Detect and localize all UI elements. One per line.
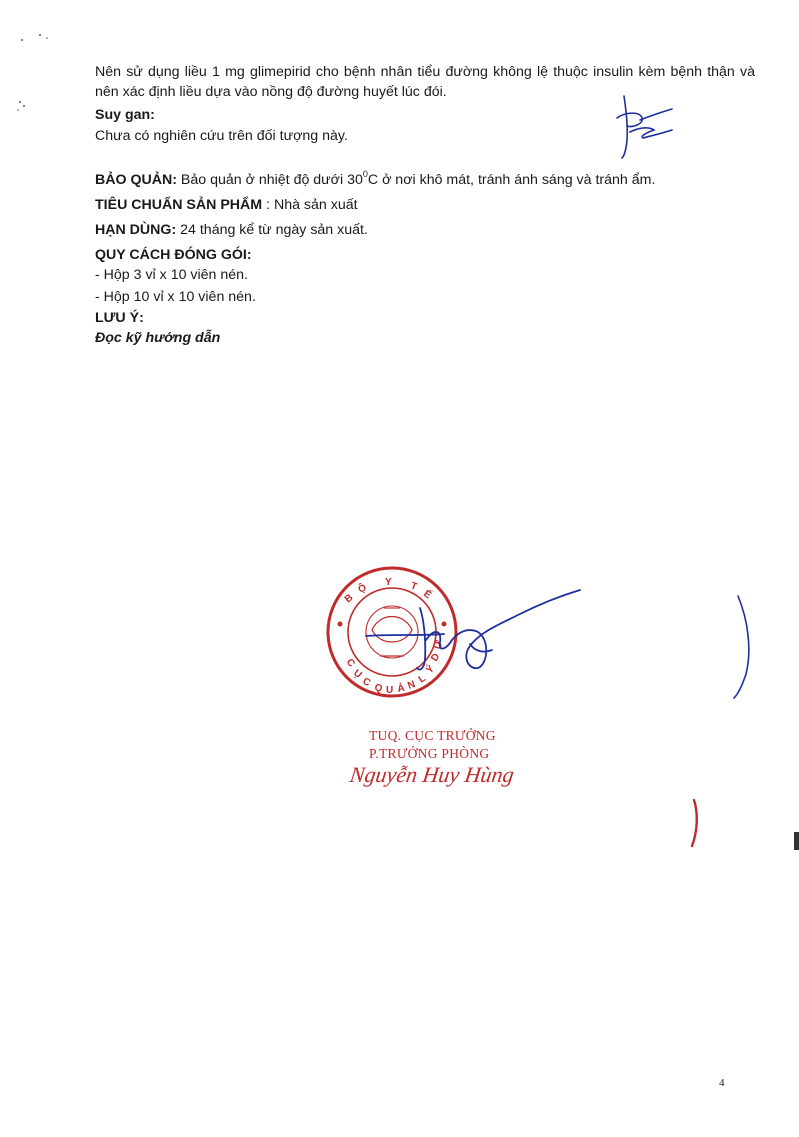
stamp-title-1: TUQ. CỤC TRƯỞNG: [369, 728, 496, 743]
storage-degree: 0: [362, 169, 368, 180]
svg-text:B: B: [342, 592, 356, 606]
svg-text:C: C: [360, 675, 373, 690]
seal-lettering: [343, 577, 446, 696]
standard-text: : Nhà sản xuất: [266, 197, 358, 213]
packaging-item: - Hộp 10 vỉ x 10 viên nén.: [95, 289, 256, 305]
scan-specks: [17, 34, 48, 111]
svg-text:Y: Y: [385, 577, 392, 588]
scan-edge-mark: [794, 832, 799, 850]
standard-label: TIÊU CHUẨN SẢN PHẨM: [95, 197, 263, 213]
expiry-text: 24 tháng kể từ ngày sản xuất.: [180, 222, 368, 238]
svg-text:T: T: [408, 580, 419, 593]
svg-text:C: C: [343, 656, 357, 670]
packaging-label: QUY CÁCH ĐÓNG GÓI:: [95, 247, 252, 263]
svg-text:D: D: [429, 651, 443, 664]
packaging-item: - Hộp 3 vỉ x 10 viên nén.: [95, 267, 248, 283]
storage-text-after: C ở nơi khô mát, tránh ánh sáng và tránh ẩm.: [367, 172, 656, 188]
stamp-title-2: P.TRƯỞNG PHÒNG: [369, 746, 490, 761]
svg-text:Ý: Ý: [424, 663, 437, 677]
note-text: Đọc kỹ hướng dẫn: [95, 330, 221, 346]
svg-text:L: L: [416, 672, 428, 686]
svg-text:Ế: Ế: [421, 588, 434, 602]
svg-text:Q: Q: [373, 682, 384, 695]
initials-mark: [617, 96, 672, 158]
liver-heading: Suy gan:: [95, 107, 155, 123]
svg-text:Ư: Ư: [432, 639, 446, 652]
svg-text:U: U: [386, 685, 394, 696]
expiry-label: HẠN DÙNG:: [95, 222, 177, 238]
svg-text:Ả: Ả: [396, 682, 406, 695]
dosage-note: Nên sử dụng liều 1 mg glimepirid cho bệnh nhân tiểu đường không lệ thuộc insulin kèm bệnh thận và nên xác định liều dựa vào nồng độ đường huyết lúc đói.: [95, 64, 755, 100]
svg-text:Ộ: Ộ: [356, 582, 369, 596]
svg-text:Ụ: Ụ: [351, 667, 364, 681]
liver-text: Chưa có nghiên cứu trên đối tượng này.: [95, 128, 348, 144]
storage-text-before: Bảo quản ở nhiệt độ dưới 30: [180, 172, 363, 188]
margin-marks: [734, 596, 749, 698]
page-number: 4: [719, 1077, 725, 1089]
signatory-name: Nguyễn Huy Hùng: [348, 762, 516, 787]
note-label: LƯU Ý:: [95, 310, 144, 326]
svg-text:N: N: [406, 679, 417, 692]
storage-label: BẢO QUẢN:: [95, 172, 177, 188]
